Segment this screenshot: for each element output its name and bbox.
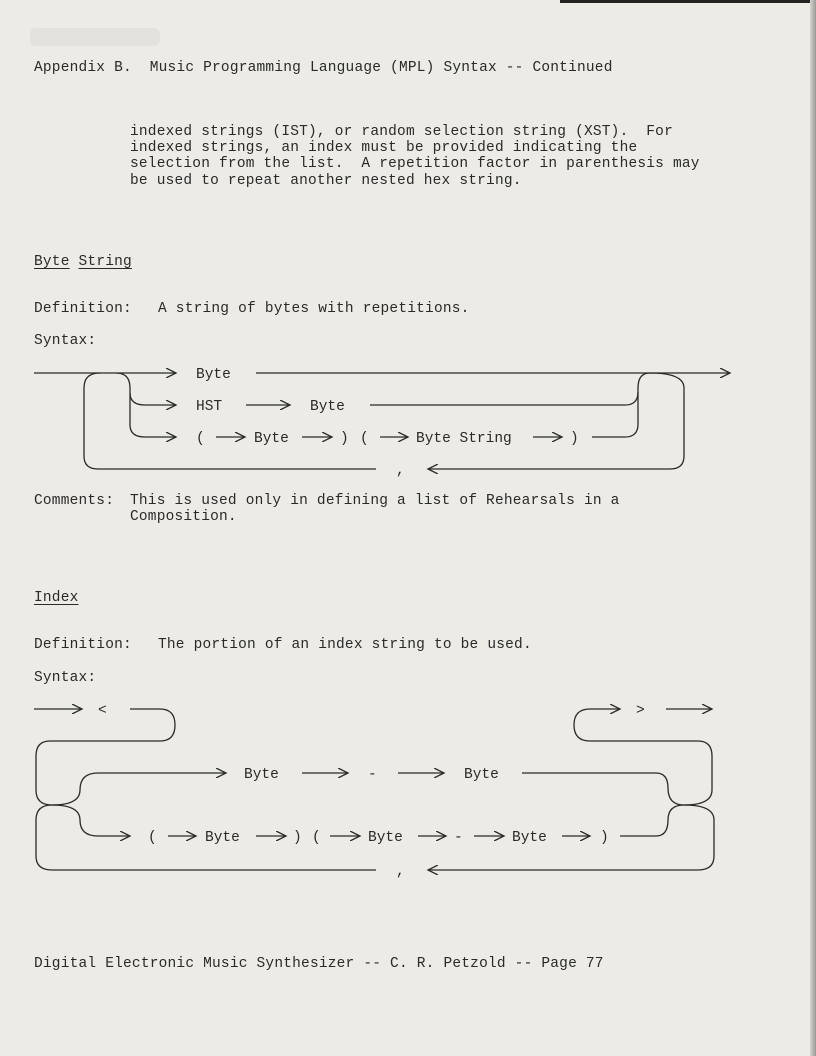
byte-string-comments-label: Comments: — [34, 493, 115, 509]
diagram-label: Byte — [310, 399, 345, 415]
comments-line: Composition. — [130, 509, 237, 525]
index-definition-label: Definition: — [34, 637, 132, 653]
diagram-label: Byte — [205, 830, 240, 846]
heading-word: String — [78, 254, 132, 270]
diagram-label: ) — [340, 431, 349, 447]
index-diagram — [34, 703, 714, 880]
diagram-label: - — [368, 767, 377, 783]
intro-line: selection from the list. A repetition factor in parenthesis may — [130, 156, 700, 172]
byte-string-definition-text: A string of bytes with repetitions. — [158, 301, 470, 317]
comments-line: This is used only in defining a list of Rehearsals in a — [130, 493, 620, 509]
diagram-label: Byte — [196, 367, 231, 383]
page-header: Appendix B. Music Programming Language (MPL) Syntax -- Continued — [34, 60, 613, 76]
intro-line: indexed strings (IST), or random selection string (XST). For — [130, 124, 673, 140]
index-syntax-label: Syntax: — [34, 670, 97, 686]
diagram-label: ) — [600, 830, 609, 846]
diagram-label: Byte String — [416, 431, 512, 447]
byte-string-syntax-label: Syntax: — [34, 333, 97, 349]
diagram-label: Byte — [254, 431, 289, 447]
page-footer: Digital Electronic Music Synthesizer -- C. R. Petzold -- Page 77 — [34, 956, 604, 972]
intro-line: indexed strings, an index must be provided indicating the — [130, 140, 638, 156]
index-definition-text: The portion of an index string to be used. — [158, 637, 532, 653]
diagram-label: ) — [570, 431, 579, 447]
diagram-label: > — [636, 703, 645, 719]
diagram-label: < — [98, 703, 107, 719]
intro-line: be used to repeat another nested hex string. — [130, 173, 522, 189]
diagram-label: Byte — [368, 830, 403, 846]
diagram-label: Byte — [244, 767, 279, 783]
diagram-label: Byte — [512, 830, 547, 846]
diagram-label: ) — [293, 830, 302, 846]
diagram-label: ( — [148, 830, 157, 846]
diagram-label: ( — [196, 431, 205, 447]
diagram-label: HST — [196, 399, 223, 415]
diagram-label: ( — [312, 830, 321, 846]
diagram-label: - — [454, 830, 463, 846]
diagram-label: Byte — [464, 767, 499, 783]
index-heading: Index — [34, 590, 79, 606]
diagram-label: , — [396, 463, 405, 479]
diagram-label: , — [396, 864, 405, 880]
byte-string-diagram — [34, 367, 730, 479]
byte-string-definition-label: Definition: — [34, 301, 132, 317]
diagram-label: ( — [360, 431, 369, 447]
heading-word: Byte — [34, 254, 70, 270]
